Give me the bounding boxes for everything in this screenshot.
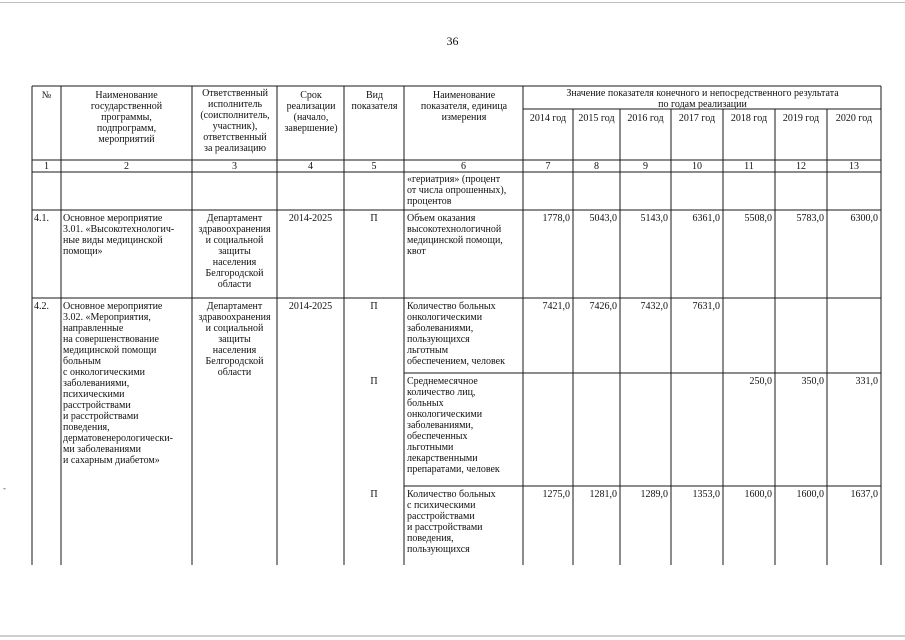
column-number-9: 9 [643,161,648,172]
row-4-1-responsible: Департамент здравоохранения и социальной защиты населения Белгородской области [198,213,271,290]
row-4-1-value-2014: 1778,0 [542,213,570,224]
row-4-2-sub3-value-2015: 1281,0 [589,489,617,500]
row-4-2-sub1-value-2016: 7432,0 [640,301,668,312]
row-4-2-sub2-value-2019: 350,0 [801,376,824,387]
row-4-2-sub1-indicator: Количество больных онкологическими заболеваниями, пользующихся льготным обеспечением, человек [407,301,505,367]
row-4-2-sub2-type: П [370,376,378,387]
column-number-2: 2 [124,161,129,172]
header-term: Срок реализации (начало, завершение) [284,90,338,134]
column-number-8: 8 [594,161,599,172]
row-4-1-type: П [370,213,378,224]
scan-edge-bottom [0,635,905,637]
row-4-2-name: Основное мероприятие 3.02. «Мероприятия, направленные на совершенствование медицинской помощи больным с онкологическими заболеваниями, психическими расстройствами и расстройствами поведения, дерматовенерологически- ми заболеваниями и сахарным диабетом» [63,301,173,466]
row-4-1-value-2019: 5783,0 [796,213,824,224]
row-4-1-name: Основное мероприятие 3.01. «Высокотехнологич- ные виды медицинской помощи» [63,213,175,257]
header-name: Наименование государственной программы, подпрограмм, мероприятий [90,90,163,145]
row-4-2-sub3-value-2018: 1600,0 [744,489,772,500]
row-4-1-value-2018: 5508,0 [744,213,772,224]
column-number-6: 6 [461,161,466,172]
row-4-2-responsible: Департамент здравоохранения и социальной защиты населения Белгородской области [198,301,271,378]
column-number-1: 1 [44,161,49,172]
row-4-2-sub3-type: П [370,489,378,500]
row-4-1-value-2020: 6300,0 [850,213,878,224]
header-year-2017: 2017 год [678,113,716,124]
row-4-2-sub2-indicator: Среднемесячное количество лиц, больных онкологическими заболеваниями, обеспеченных льготными лекарственными препаратами, человек [407,376,500,475]
header-no: № [41,90,52,101]
header-responsible: Ответственный исполнитель (соисполнитель, участник), ответственный за реализацию [200,88,270,154]
header-values-group: Значение показателя конечного и непосредственного результата по годам реализации [566,88,839,110]
column-number-12: 12 [796,161,806,172]
header-year-2020: 2020 год [835,113,873,124]
row-4-1-value-2016: 5143,0 [640,213,668,224]
column-number-13: 13 [849,161,859,172]
header-year-2015: 2015 год [578,113,615,124]
row-4-2-sub1-value-2014: 7421,0 [542,301,570,312]
row-4-2-sub3-value-2017: 1353,0 [692,489,720,500]
row-4-1-term: 2014-2025 [288,213,333,224]
column-number-7: 7 [545,161,551,172]
row-4-1-indicator: Объем оказания высокотехнологичной медицинской помощи, квот [407,213,503,257]
column-number-5: 5 [371,161,377,172]
page-number: 36 [446,34,459,48]
header-year-2019: 2019 год [782,113,820,124]
edge-mark: - [3,483,6,493]
header-year-2014: 2014 год [529,113,567,124]
row-4-2-sub3-value-2016: 1289,0 [640,489,668,500]
column-number-4: 4 [308,161,313,172]
row-4-2-sub3-value-2019: 1600,0 [796,489,824,500]
column-number-3: 3 [232,161,237,172]
row-4-2-sub2-value-2020: 331,0 [855,376,878,387]
continuation-indicator: «гериатрия» (процент от числа опрошенных), процентов [407,174,507,207]
row-4-2-sub1-value-2017: 7631,0 [692,301,720,312]
row-4-1-number: 4.1. [34,213,49,224]
header-year-2018: 2018 год [730,113,768,124]
row-4-2-sub1-value-2015: 7426,0 [589,301,617,312]
row-4-2-term: 2014-2025 [288,301,333,312]
row-4-2-sub3-value-2020: 1637,0 [850,489,878,500]
column-number-10: 10 [692,161,702,172]
row-4-2-sub2-value-2018: 250,0 [749,376,772,387]
row-4-2-number: 4.2. [34,301,49,312]
header-year-2016: 2016 год [627,113,664,124]
header-indicator: Наименование показателя, единица измерения [420,90,508,123]
row-4-1-value-2015: 5043,0 [589,213,617,224]
scan-edge-top [0,2,905,3]
row-4-2-sub1-type: П [370,301,378,312]
row-4-1-value-2017: 6361,0 [692,213,720,224]
row-4-2-sub3-indicator: Количество больных с психическими расстройствами и расстройствами поведения, пользующихся [407,489,496,555]
row-4-2-sub3-value-2014: 1275,0 [542,489,570,500]
column-number-11: 11 [744,161,754,172]
header-type: Вид показателя [351,90,398,112]
